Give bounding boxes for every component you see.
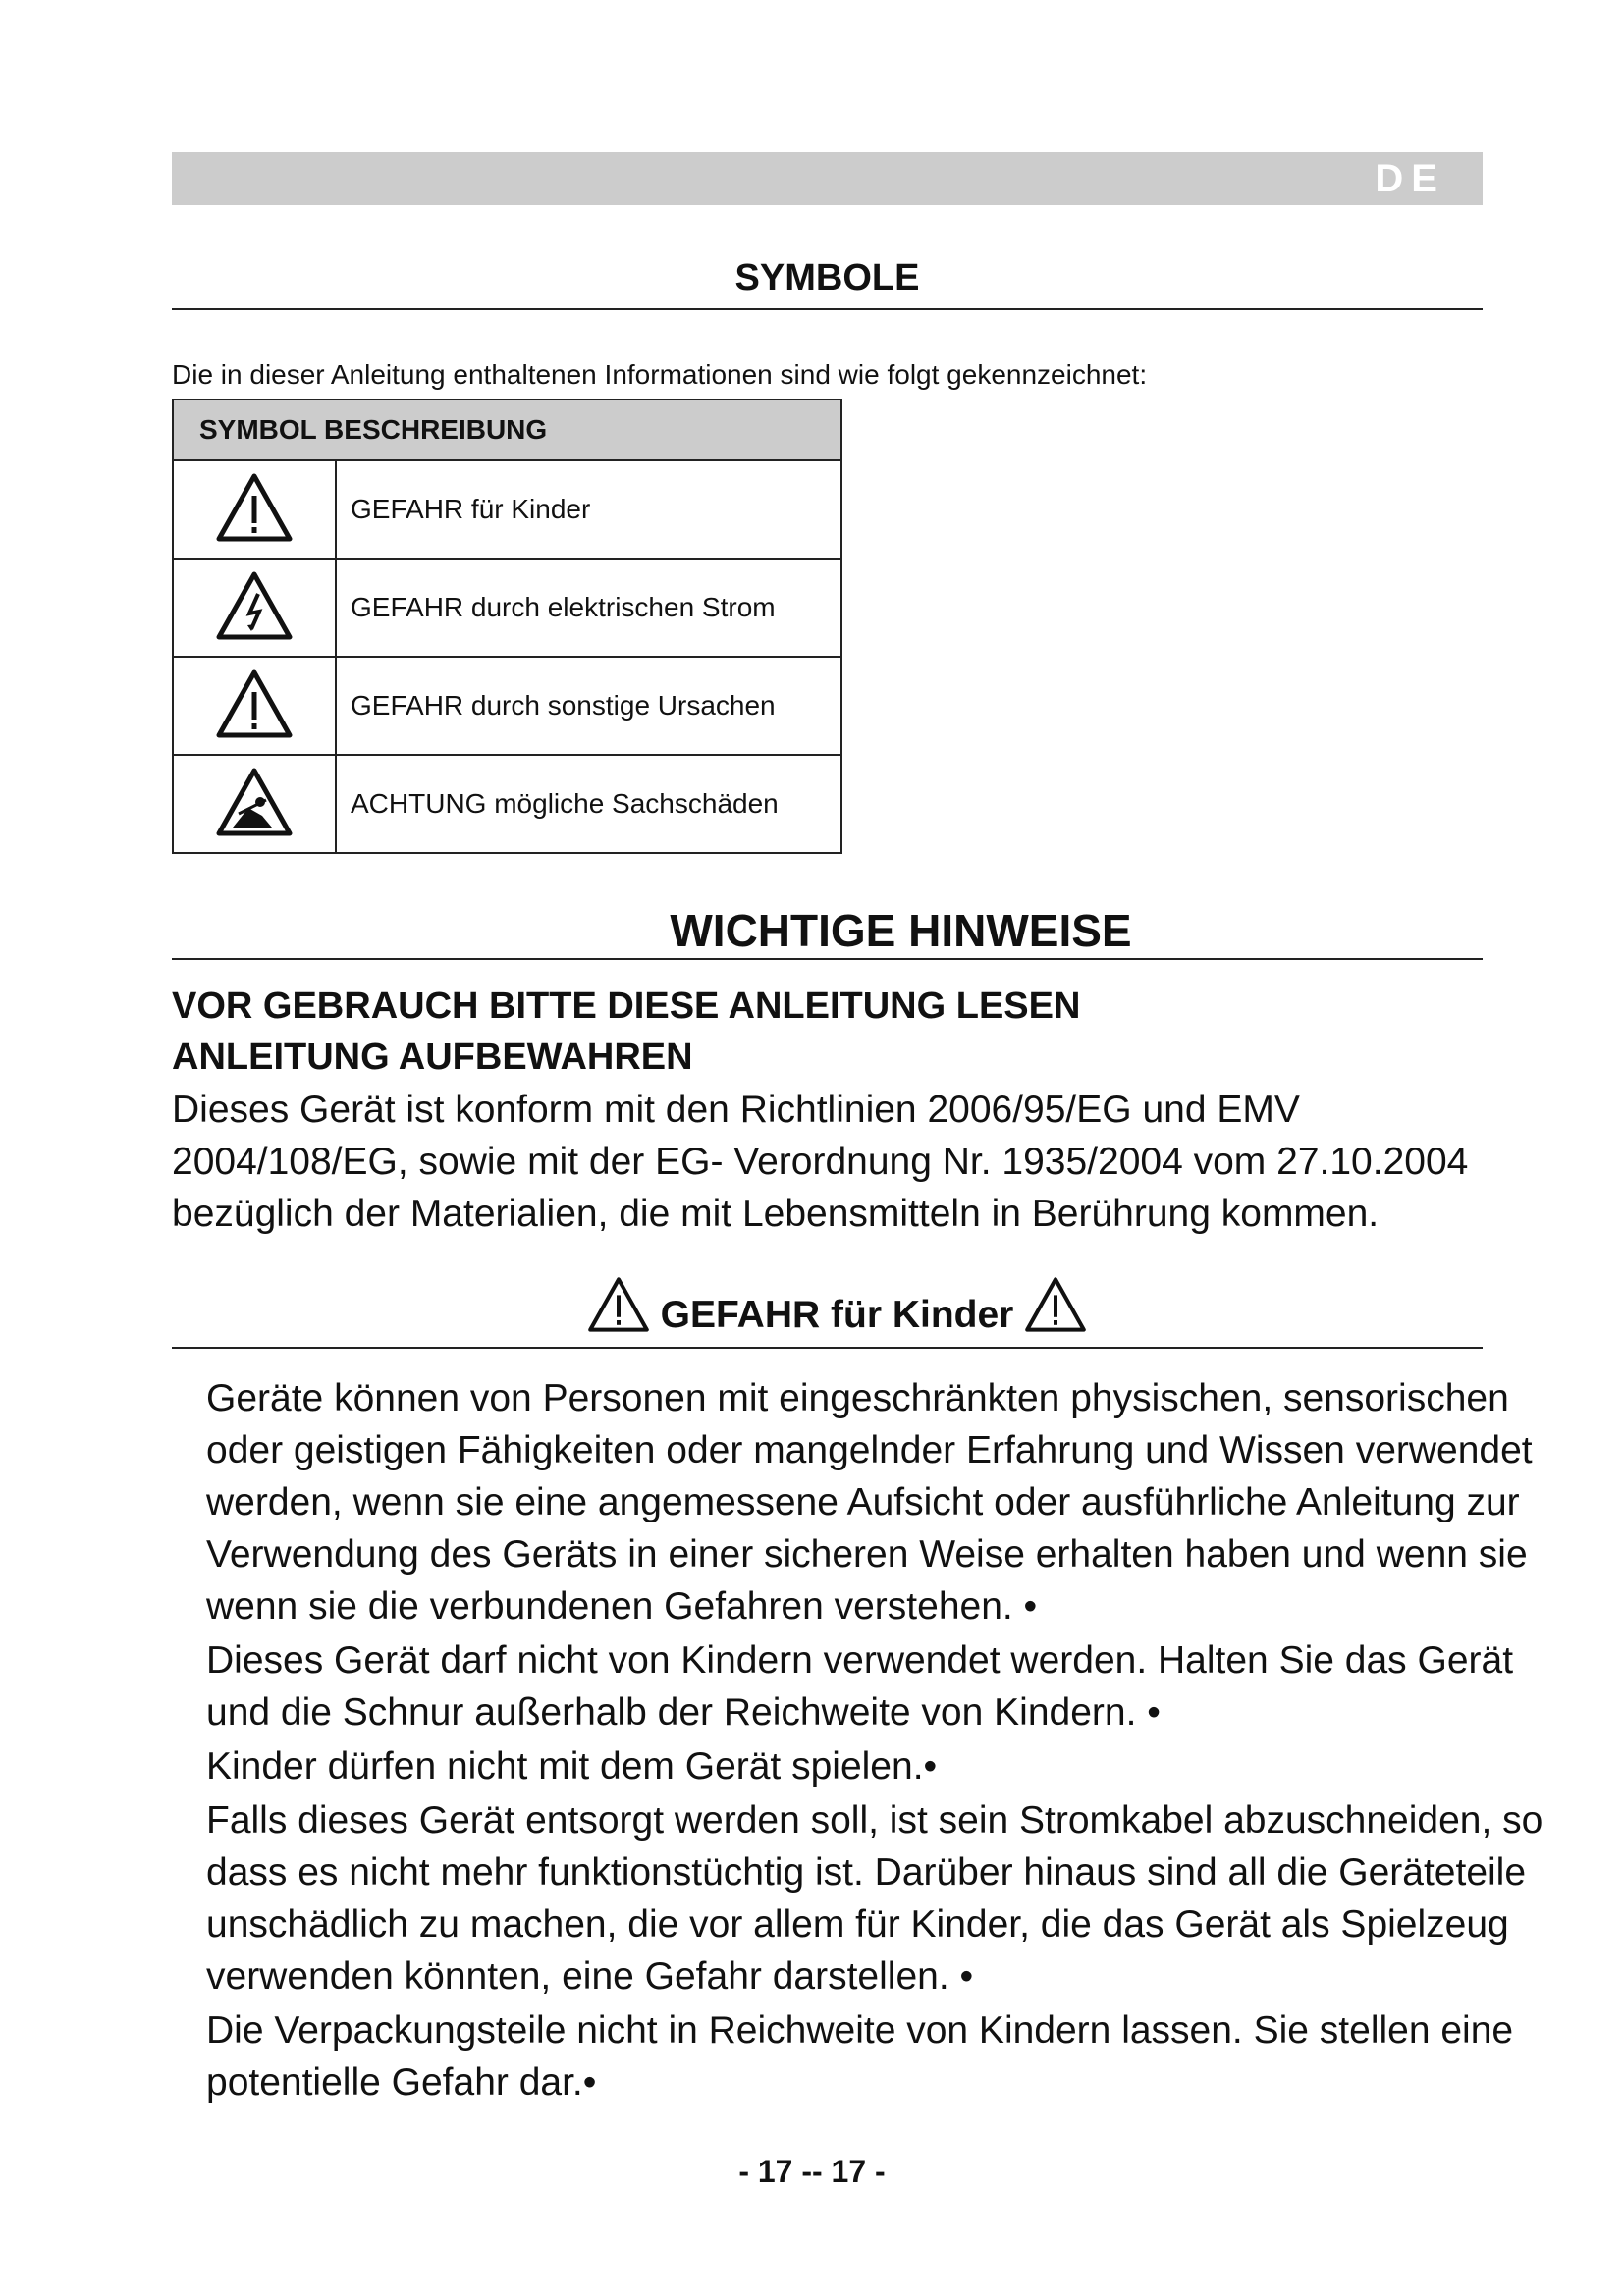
symbol-description: GEFAHR durch elektrischen Strom: [336, 559, 841, 657]
conformity-paragraph: Dieses Gerät ist konform mit den Richtlinien 2006/95/EG und EMV 2004/108/EG, sowie mit der EG- Verordnung Nr. 1935/2004 vom 27.10.2004 bezüglich der Materialien, die mit Lebensmitteln in Berührung kommen.: [172, 1089, 1469, 1235]
symbols-intro: Die in dieser Anleitung enthaltenen Informationen sind wie folgt gekennzeichnet:: [172, 359, 1148, 390]
symbol-description: ACHTUNG mögliche Sachschäden: [336, 755, 841, 853]
child-danger-heading: [172, 1276, 1483, 1345]
list-item: Die Verpackungsteile nicht in Reichweite von Kindern lassen. Sie stellen eine potentielle Gefahr dar.•: [206, 2009, 1514, 2104]
child-danger-title: GEFAHR für Kinder: [660, 1294, 1014, 1336]
warning-exclamation-icon: [587, 1276, 650, 1333]
symbol-table: [172, 399, 842, 854]
symbol-description: GEFAHR für Kinder: [336, 460, 841, 559]
warning-electric-icon: [215, 570, 294, 641]
table-row: [173, 755, 841, 853]
important-notes-title: WICHTIGE HINWEISE: [670, 905, 1132, 956]
warning-exclamation-icon: [215, 472, 294, 543]
divider: [172, 1347, 1483, 1349]
list-item: Dieses Gerät darf nicht von Kindern verwendet werden. Halten Sie das Gerät und die Schnur außerhalb der Reichweite von Kindern. •: [206, 1639, 1514, 1734]
language-code: DE: [1375, 157, 1445, 200]
divider: [172, 308, 1483, 310]
list-item: Kinder dürfen nicht mit dem Gerät spielen.•: [206, 1745, 938, 1788]
table-row: [173, 460, 841, 559]
table-row: [173, 559, 841, 657]
table-header: SYMBOL BESCHREIBUNG: [173, 400, 841, 460]
divider: [172, 958, 1483, 960]
language-bar: [172, 152, 1483, 205]
keep-manual-heading: ANLEITUNG AUFBEWAHREN: [172, 1037, 693, 1078]
page-number: - 17 -- 17 -: [738, 2154, 886, 2189]
read-manual-heading: VOR GEBRAUCH BITTE DIESE ANLEITUNG LESEN: [172, 986, 1081, 1027]
table-header-row: [173, 400, 841, 460]
symbols-title: SYMBOLE: [734, 257, 920, 298]
symbol-description: GEFAHR durch sonstige Ursachen: [336, 657, 841, 755]
warning-exclamation-icon: [1024, 1276, 1087, 1333]
list-item: Geräte können von Personen mit eingeschränkten physischen, sensorischen oder geistigen Fähigkeiten oder mangelnder Erfahrung und Wissen verwendet werden, wenn sie eine angemessene Aufsicht oder ausführliche Anleitung zur Verwendung des Geräts in einer sicheren Weise erhalten haben und wenn sie wenn sie die verbundenen Gefahren verstehen. •: [206, 1377, 1533, 1628]
warning-exclamation-icon: [215, 668, 294, 739]
child-safety-list: [206, 1372, 1561, 2110]
warning-property-damage-icon: [215, 767, 294, 837]
table-row: [173, 657, 841, 755]
list-item: Falls dieses Gerät entsorgt werden soll, ist sein Stromkabel abzuschneiden, so dass es nicht mehr funktionstüchtig ist. Darüber hinaus sind all die Geräteteile unschädlich zu machen, die vor allem für Kinder, die das Gerät als Spielzeug verwenden könnten, eine Gefahr darstellen. •: [206, 1799, 1543, 1998]
